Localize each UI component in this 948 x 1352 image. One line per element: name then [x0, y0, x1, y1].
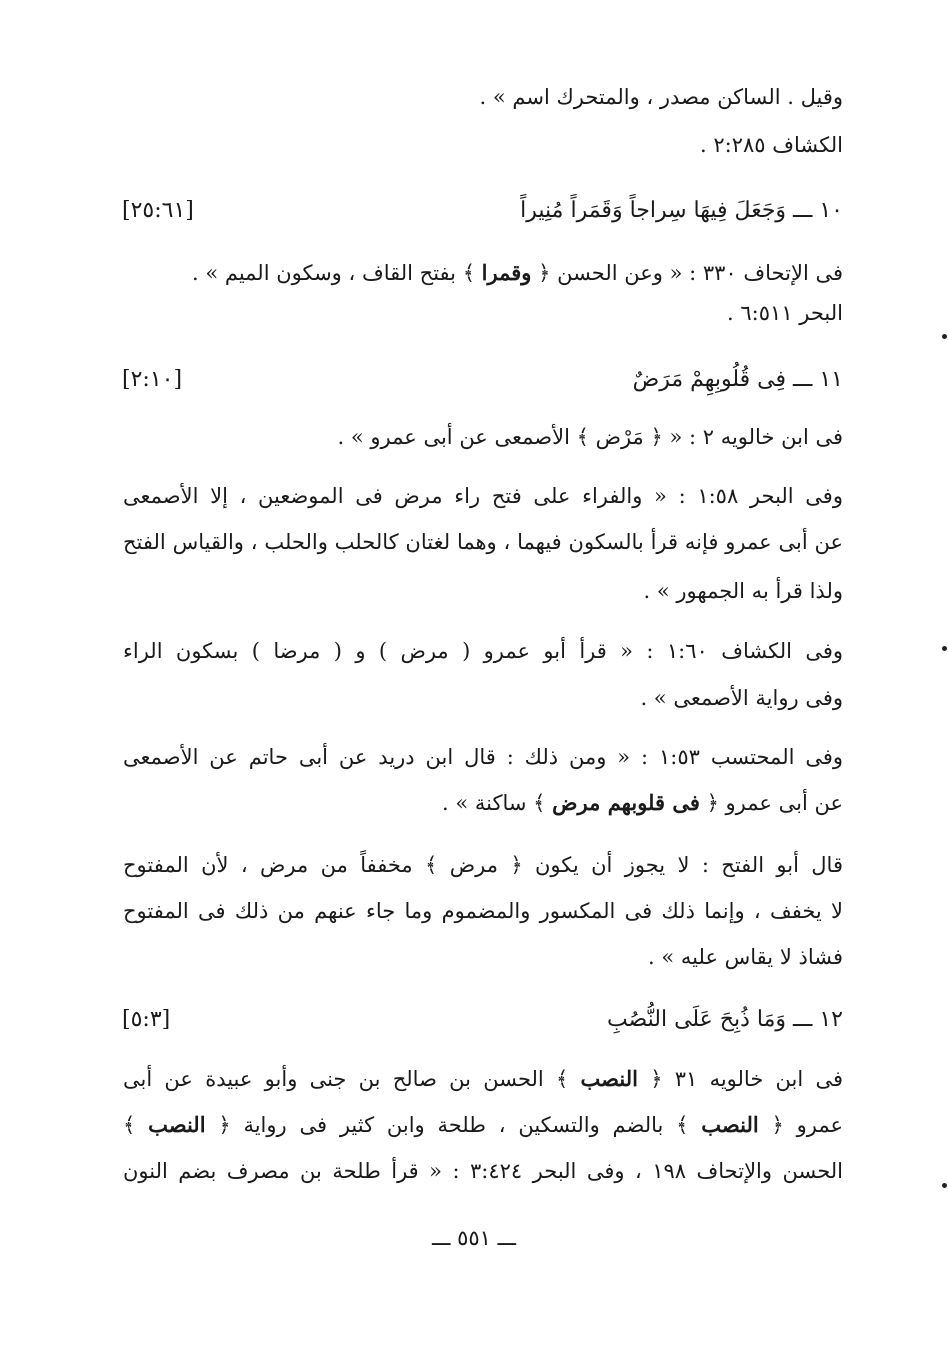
verse-text: ١٢ ـــ وَمَا ذُبِحَ عَلَى النُّصُبِ	[606, 1006, 843, 1032]
text-line: فى الإتحاف ٣٣٠ : « وعن الحسن ﴿ وقمرا ﴾ بفتح القاف ، وسكون الميم » .	[191, 260, 843, 285]
emphasis: فى قلوبهم مرض	[552, 790, 700, 815]
text-line: وفى الكشاف ١:٦٠ : « قرأ أبو عمرو ( مرض ) و ( مرضا ) بسكون الراء	[123, 639, 843, 663]
entry-heading-11	[122, 362, 843, 396]
emphasis: النصب	[701, 1112, 759, 1137]
text-line: لا يخفف ، وإنما ذلك فى المكسور والمضموم وما جاء عنهم من ذلك فى المفتوح	[123, 899, 843, 923]
text-line: الحسن والإتحاف ١٩٨ ، وفى البحر ٣:٤٢٤ : « قرأ طلحة بن مصرف بضم النون	[123, 1159, 843, 1183]
text-line: عن أبى عمرو ﴿ فى قلوبهم مرض ﴾ ساكنة » .	[442, 790, 843, 815]
text-line: فى ابن خالويه ٣١ ﴿ النصب ﴾ الحسن بن صالح بن جنى وأبو عبيدة عن أبى	[123, 1066, 844, 1091]
text-line: وفى رواية الأصمعى » .	[640, 686, 843, 710]
text-line: ولذا قرأ به الجمهور » .	[643, 579, 843, 603]
verse-reference: [٢:١٠]	[122, 366, 183, 392]
text-line: قال أبو الفتح : لا يجوز أن يكون ﴿ مرض ﴾ مخففاً من مرض ، لأن المفتوح	[123, 853, 843, 877]
entry-heading-12	[122, 1002, 843, 1036]
text-line: وفى المحتسب ١:٥٣ : « ومن ذلك : قال ابن دريد عن أبى حاتم عن الأصمعى	[123, 745, 844, 769]
text-line: عن أبى عمرو فإنه قرأ بالسكون فيهما ، وهما لغتان كالحلب والحلب ، والقياس الفتح	[123, 530, 843, 554]
text-line: فى ابن خالويه ٢ : « ﴿ مَرْض ﴾ الأصمعى عن أبى عمرو » .	[337, 425, 843, 449]
text-line: عمرو ﴿ النصب ﴾ بالضم والتسكين ، طلحة وابن كثير فى رواية ﴿ النصب ﴾	[123, 1112, 844, 1137]
text-line: فشاذ لا يقاس عليه » .	[648, 945, 843, 969]
text-line: وفى البحر ١:٥٨ : « والفراء على فتح راء مرض فى الموضعين ، إلا الأصمعى	[123, 484, 843, 508]
text-line: وقيل . الساكن مصدر ، والمتحرك اسم » .	[479, 85, 843, 109]
page-number: ـــ ٥٥١ ـــ	[431, 1226, 517, 1250]
entry-heading-10	[122, 193, 843, 227]
scan-mark	[942, 1183, 947, 1188]
scan-mark	[942, 646, 947, 651]
emphasis: النصب	[580, 1066, 638, 1091]
emphasis: النصب	[148, 1112, 206, 1137]
scan-mark	[942, 334, 947, 339]
text-line: الكشاف ٢:٢٨٥ .	[700, 133, 843, 157]
emphasis: وقمرا	[481, 260, 532, 285]
verse-text: ١٠ ـــ وَجَعَلَ فِيهَا سِراجاً وَقَمَراً مُنِيراً	[520, 197, 843, 223]
verse-text: ١١ ـــ فِى قُلُوبِهِمْ مَرَضٌ	[632, 366, 843, 392]
text-line: البحر ٦:٥١١ .	[727, 301, 843, 325]
verse-reference: [٥:٣]	[122, 1006, 171, 1032]
verse-reference: [٢٥:٦١]	[122, 197, 194, 223]
